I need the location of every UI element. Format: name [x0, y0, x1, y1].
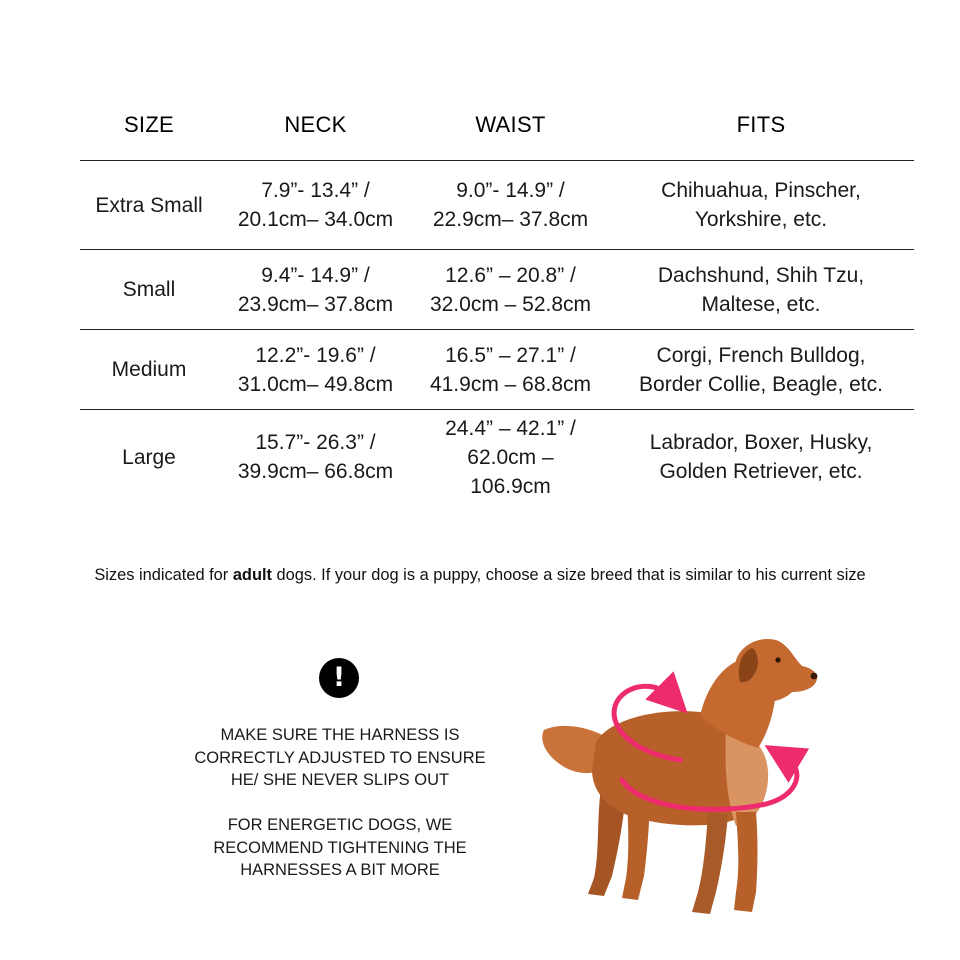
- cell-line: Corgi, French Bulldog,: [656, 343, 866, 367]
- cell-line: 41.9cm – 68.8cm: [429, 372, 592, 396]
- cell-line: 15.7”- 26.3” /: [255, 431, 376, 454]
- header-waist: WAIST: [475, 112, 546, 137]
- advice-line: FOR ENERGETIC DOGS, WE: [227, 816, 453, 834]
- cell-line: 24.4” – 42.1” /: [445, 416, 576, 440]
- neck-cell: [218, 250, 413, 330]
- cell-line: 32.0cm – 52.8cm: [429, 292, 592, 316]
- waist-cell: [413, 250, 608, 330]
- cell-line: 22.9cm– 37.8cm: [432, 208, 589, 231]
- advice-line: RECOMMEND TIGHTENING THE: [213, 838, 467, 857]
- cell-line: Golden Retriever, etc.: [659, 460, 863, 483]
- exclamation-icon: !: [319, 658, 359, 698]
- cell-line: 39.9cm– 66.8cm: [237, 460, 394, 483]
- table-row: [80, 330, 914, 410]
- dog-chest: [725, 732, 768, 826]
- advice-line: CORRECTLY ADJUSTED TO ENSURE: [194, 748, 486, 767]
- advice-line: MAKE SURE THE HARNESS IS: [220, 726, 460, 744]
- advice-line: HE/ SHE NEVER SLIPS OUT: [230, 771, 450, 789]
- cell-line: Labrador, Boxer, Husky,: [649, 431, 873, 454]
- fits-cell: [608, 250, 914, 330]
- fits-cell: [608, 330, 914, 410]
- cell-line: 16.5” – 27.1” /: [445, 343, 576, 367]
- neck-cell: [218, 410, 413, 505]
- cell-line: 20.1cm– 34.0cm: [237, 208, 394, 231]
- advice-line: HARNESSES A BIT MORE: [240, 861, 440, 879]
- header-fits: FITS: [736, 112, 786, 137]
- size-chart-table: [80, 90, 914, 504]
- neck-cell: [218, 161, 413, 250]
- size-cell: Medium: [111, 358, 187, 381]
- header-size: SIZE: [123, 112, 175, 137]
- cell-line: 12.2”- 19.6” /: [255, 343, 376, 367]
- dog-eye: [775, 657, 780, 662]
- cell-line: 9.0”- 14.9” /: [456, 179, 565, 202]
- energetic-dogs-advice: [160, 814, 520, 882]
- cell-line: Dachshund, Shih Tzu,: [657, 263, 865, 287]
- neck-cell: [218, 330, 413, 410]
- fits-cell: [608, 161, 914, 250]
- note-text-end: dogs. If your dog is a puppy, choose a size breed that is similar to his current size: [271, 566, 866, 584]
- cell-line: 62.0cm –: [467, 445, 554, 469]
- cell-line: 7.9”- 13.4” /: [261, 179, 370, 202]
- cell-line: 9.4”- 14.9” /: [261, 263, 370, 287]
- size-cell: Small: [122, 278, 176, 301]
- note-emphasis: adult: [232, 566, 272, 584]
- size-cell: Extra Small: [95, 193, 203, 217]
- cell-line: 12.6” – 20.8” /: [445, 263, 576, 287]
- table-row: [80, 410, 914, 505]
- dog-photo: [542, 639, 817, 914]
- dog-front-leg-left: [692, 812, 728, 914]
- waist-cell: [413, 161, 608, 250]
- cell-line: Maltese, etc.: [701, 292, 821, 316]
- cell-line: 106.9cm: [470, 474, 551, 498]
- waist-cell: [413, 410, 608, 505]
- table-row: [80, 250, 914, 330]
- dog-measurement-illustration: [530, 630, 820, 930]
- harness-adjust-advice: [160, 724, 520, 792]
- fits-cell: [608, 410, 914, 505]
- header-neck: NECK: [284, 112, 347, 137]
- cell-line: 31.0cm– 49.8cm: [237, 372, 394, 396]
- cell-line: Chihuahua, Pinscher,: [661, 179, 861, 202]
- size-cell: Large: [122, 445, 176, 469]
- cell-line: Yorkshire, etc.: [694, 208, 828, 231]
- cell-line: 23.9cm– 37.8cm: [237, 292, 394, 316]
- cell-line: Border Collie, Beagle, etc.: [639, 372, 883, 396]
- table-row: [80, 161, 914, 250]
- waist-cell: [413, 330, 608, 410]
- table-header-row: [80, 90, 914, 161]
- dog-front-leg-right: [734, 812, 758, 912]
- note-text-start: Sizes indicated for: [94, 566, 233, 584]
- adult-sizes-note: [0, 566, 960, 585]
- dog-nose: [811, 673, 818, 680]
